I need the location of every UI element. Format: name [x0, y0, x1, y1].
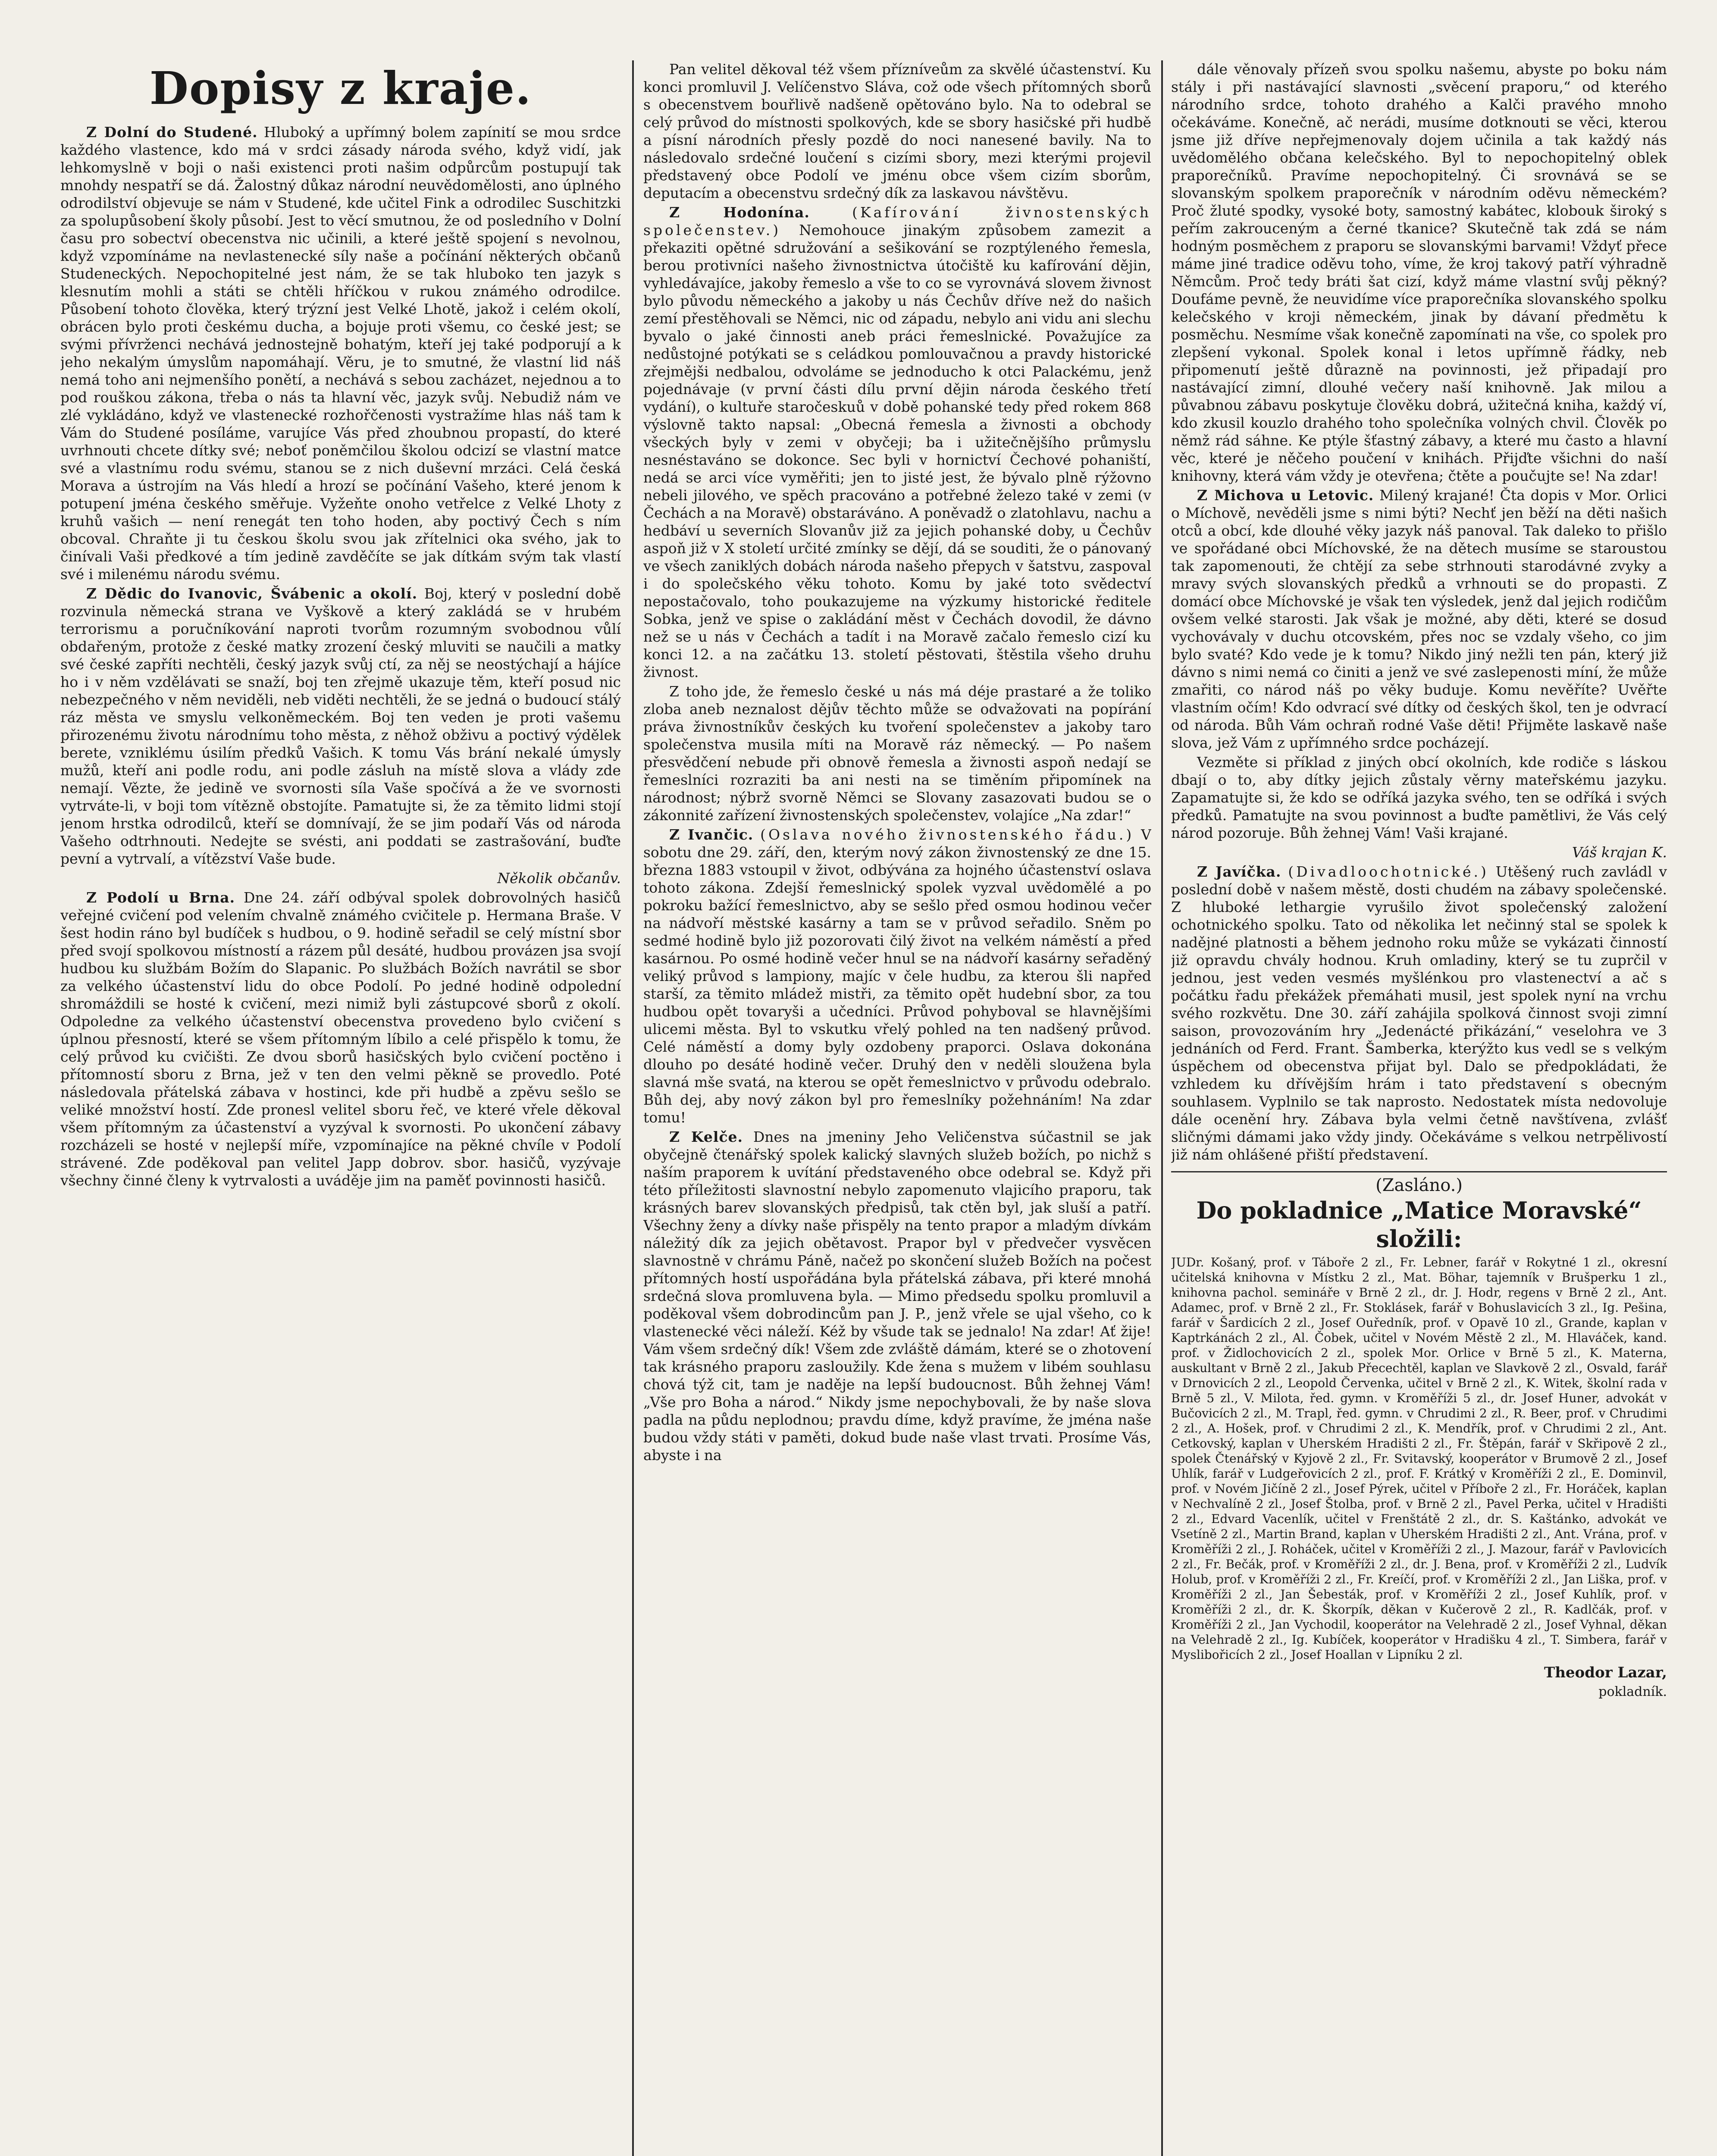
article-subtitle: (Divadloochotnické.) [1288, 863, 1489, 880]
article-signature: Několik občanův. [497, 870, 621, 887]
article-text: Utěšený ruch zavládl v poslední době v našem městě, dosti chudém na zábavy společenské. Z hluboké lethargie vyrušilo život společenský založení ochotnického spolku. Tato od několika let nečinný stal se spolek k nadějné platnosti a během jednoho roku může se vykázati činností již opravdu chvály hodnou. Kruh omladiny, který se tu zuprčil v jednou, jest veden vesmés myšlénkou pro vlastenectví a ač s počátku řadu překážek přemáhati musil, jest spolek nyní na vrchu svého rozkvětu. Dne 30. září zahájila spolková činnost svoji zimní saison, provozováním hry „Jedenácté přikázání,“ veselohra ve 3 jednáních od Ferd. Frant. Šamberka, kterýžto kus vedl se s velkým úspěchem od obecenstva přijat byl. Dalo se předpokládati, že vzhledem ku dřívějším hrám i tato představení s obecným souhlasem. Vyplnilo se tak naprosto. Nedostatek místa nedovoluje dále ocenění hry. Zábava byla velmi četně navštívena, zvlášť sličnými dámami jako vždy jindy. Očekáváme s velkou netrpělivostí již nám ohlášené přiští představení. [1171, 863, 1667, 1163]
column-rule-left [632, 60, 634, 2156]
treasurer-role: pokladník. [1598, 1684, 1667, 1699]
article-hodonin-cont: Z toho jde, že řemeslo české u nás má déje prastaré a že toliko zloba aneb neznalost dějův těchto může se odvažovati na popírání práva živnostníkův českých ku tvoření společenstev a jakoby taro společenstva musila míti na Moravě ráz německý. — Po našem přesvědčení nebude při obnově řemesla a živnosti aspoň nedají se řemeslníci rozraziti ba ani nesti na se timěním připomínek na národnost; nýbrž svorně Němci se Slovany zasazovati budou se o zákonnité zařízení živnostenských společenstev, volajíce „Na zdar!“ [643, 683, 1151, 824]
article-place: Z Michova u Letovic. [1197, 487, 1374, 504]
article-text: Milený krajané! Čta dopis v Mor. Orlici o Míchově, nevěděli jsme s nimi býti? Nechť jen běží na děti našich otců a obcí, kde dlouhé věky jazyk náš panoval. Tak daleko to přišlo ve spořádané obci Míchovské, že na dětech musíme se staroustou tak zapomenouti, že chtějí za sebe strhnouti starodávné zvyky a mravy svých slovanských předků a vrhnouti se do propasti. Z domácí obce Míchovské je však ten výsledek, jenž dal jejich rodičům ovšem velké starosti. Jak však je možné, aby děti, které se dosud vychovávaly v duchu otcovském, přes noc se vzdaly všeho, co jim bylo svaté? Kdo vede je k tomu? Nikdo jiný nežli ten pán, který již dávno s nimi nemá co činiti a jenž ve své zaslepenosti míní, že může zmařiti, co národ náš po věky buduje. Komu nevěříte? Uvěřte vlastním očím! Kdo odvrací své dítky od českých škol, ten je odvrací od národa. Bůh Vám ochraň rodné Vaše děti! Přijměte laskavě naše slova, jež Vám z upřímného srdce pocházejí. [1171, 487, 1667, 751]
article-ivancice [643, 826, 1151, 1126]
article-text: Dnes na jmeniny Jeho Veličenstva súčastnil se jak obyčejně čtenářský spolek kalický slavných služeb božích, po nichž s naším praporem k uvítání představeného obce odebral se. Když při této příležitosti slavnostní nebylo zapomenuto vlajicího praporu, tak krásných barev slovanských předpisů, tak ctěn byl, jak sluší a patří. Všechny ženy a dívky naše přispěly na tento prapor a mladým dívkám náležitý dík za jejich obětavost. Prapor byl v předvečer vysvěcen slavnostně v chrámu Páně, načež po skončení služeb Božích na počest přítomných hostí uspořádána byla přátelská zábava, při které mnohá srdečná slova promluvena byla. — Mimo předsedu spolku promluvil a poděkoval všem dobrodincům pan J. P., jenž vřele se ujal všeho, co k vlastenecké věci náleží. Kéž by všude tak se jednalo! Na zdar! Ať žije! Vám všem srdečný dík! Všem zde zvláště dámám, které se o zhotovení tak krásného praporu zasloužily. Kde žena s mužem v libém souhlasu chová týž cit, tam je naděje na lepší budoucnost. Bůh žehnej Vám! „Vše pro Boha a národ.“ Nikdy jsme nepochybovali, že by naše slova padla na půdu neplodnou; pravdu díme, když pravíme, že jména naše budou vždy státi v paměti, dokud bude naše vlast trvati. Prosíme Vás, abyste i na [643, 1128, 1151, 1463]
article-text: Boj, který v poslední době rozvinula německá strana ve Vyškově a který zakládá se v hrubém terrorismu a poručníkování naproti tvorům rozumným svobodnou vůlí obdařeným, protože z české matky zrození český mluviti se naučili a matky své české zapříti nechtěli, český jazyk svůj ctí, za něj se neostýchají a hájíce ho i v něm vzdělávati se snaží, boj ten zřejmě ukazuje těm, kteří posud nic nebezpečného v něm neviděli, neb viděti nechtěli, že se jedná o budoucí stálý ráz města ve smyslu velkoněmeckém. Boj ten veden je proti vašemu přirozenému životu národnímu toho města, z něhož obživu a poctivý výdělek berete, vzniklému úsilím předků Vašich. K tomu Vás brání nekalé úmysly mužů, kteří ani podle rodu, ani podle zásluh na místě slova a vlády zde nemají. Vězte, že jedině ve svornosti síla Vaše spočívá a že ve svornosti vytrváte-li, v boji tom vítězně obstojíte. Pamatujte si, že za těmito lidmi stojí jenom hrstka odrodilců, kteří se domnívají, že se jim podaří Vás od národa Vašeho odtrhnouti. Nedejte se svésti, ani poddati se zastrašování, buďte pevní a vytrvalí, a vítězství Vaše bude. [60, 585, 621, 867]
article-signature: Váš krajan K. [1572, 844, 1667, 861]
article-subtitle: (Kafírování živnostenských společenstev.) [643, 204, 1151, 238]
article-kelc-cont: dále věnovaly přízeň svou spolku našemu, abyste po boku nám stály i při nastávající slavnosti „svěcení praporu,“ od kterého národního srdce, tohoto drahého a Kalči pravého mnoho očekáváme. Konečně, ač nerádi, musíme dotknouti se věci, kterou jsme již dříve nepřejmenovaly dojem učinila a tak každý nás uvědomělého občana kelečského. Byl to nepochopitelný oblek praporečníků. Pravíme nepochopitelný. Či srovnává se se slovanským spolkem praporečník v národním oděvu německém? Proč žluté spodky, vysoké boty, samostný kabátec, klobouk široký s peřím zakrouceným a černé tkanice? Skutečně tak zdá se nám hodným posměchem z praporu se slovanskými barvami! Vždyť přece máme jiné tradice oděvu toho, víme, že kroj takový patří výhradně Němcům. Proč tedy bráti šat cizí, když máme vlastní svůj pěkný? Doufáme pevně, že neuvidíme více praporečníka slovanského spolku kelečského v kroji německém, jinak by dávaní předmětu k posměchu. Nesmíme však konečně zapomínati na vše, co spolek pro zlepšení vykonal. Spolek konal i letos upřímně řádky, neb připomenutí ještě důrazně na povinnosti, jež připadají pro nastávající zimní, dlouhé večery naší knihovně. Jak milou a půvabnou zábavu poskytuje člověku dobrá, užitečná kniha, každý ví, kdo zkusil kouzlo drahého toho společníka volných chvil. Člověk po němž rád sáhne. Ke ptýle šťastný zábavy, a které mu často a hlavní věc, které je něčeho poučení v knihách. Přijďte všichni do naší knihovny, která vám vždy je otevřena; čtěte a poučujte se! Na zdar! [1171, 61, 1667, 484]
article-javicko [1171, 863, 1667, 1163]
article-text: V sobotu dne 29. září, den, kterým nový zákon živnostenský ze dne 15. března 1883 vstoupil v život, odbývána za hojného účastenství oslava tohoto zákona. Zdejší řemeslnický spolek vyzval uvědomělé a po pokroku bažící řemeslnictvo, aby se sešlo před osmou hodinou večer na nádvoří městské kasárny a tam se v průvod seřadilo. Sněm po sedmé hodině bylo již pozorovati čilý život na velkém náměstí a před kasárnou. Po osmé hodině večer hnul se na nádvoří kasárny seřaděný veliký průvod s lampiony, majíc v čele hudbu, za kterou šli napřed starší, za těmito mládež mistři, za těmito opět hudební sbor, za tou hudbou opět tovaryši a učedníci. Průvod pohyboval se hlavnějšími ulicemi města. Byl to vskutku vřelý pohled na ten nadšený průvod. Celé náměstí a domy byly ozdobeny praporci. Oslava dokonána dlouho po desáté hodině večer. Druhý den v neděli sloužena byla slavná mše svatá, na kterou se opět řemeslnictvo v průvodu odebralo. Bůh dej, aby nový zákon byl pro řemeslníky požehnáním! Na zdar tomu! [643, 826, 1151, 1126]
article-podoli [60, 889, 621, 1189]
article-hodonin [643, 204, 1151, 681]
article-place: Z Javíčka. [1197, 863, 1281, 880]
column-2 [643, 60, 1151, 2156]
donations-title: Do pokladnice „Matice Moravské“ složili: [1196, 1197, 1642, 1253]
article-place: Z Podolí u Brna. [86, 889, 235, 906]
article-text: Nemohouce jinakým způsobem zamezit a překaziti opětné sdružování a sešikování se rozptýleného řemesla, berou protivníci našeho živnostnictva útočiště ku kafírování dějin, vyhledávajíce, jakoby řemeslo a vše to co se vyrovnává slovem živnost bylo původu německého a jakoby u nás Čechův dříve než do našich zemí přestěhovali se Němci, nic od západu, nebylo ani vidu ani slechu byvalo o jaké činnosti aneb práci řemeslnické. Považujíce za nedůstojné potýkati se s celádkou pomlouvačnou a pravdy historické zřejmějši nedbalou, odvoláme se jednoducho k otci Palackému, jenž pojednávaje (v první části dílu první dějin národa českého třetí vydání), o kultuře staročeskuů v době pohanské tedy před rokem 868 výslovně takto napsal: „Obecná řemesla a živnosti a obchody všeckých byly v zemi v obyčeji; ba i užitečnějšího průmyslu nesnéstaváno se dokonce. Sec byli v hornictví Čechové pohaniští, nedá se arci více vyměřiti; jen to jisté jest, že bývalo plně rýžovno nebeli jilového, ve spěch pracováno a potřebné železo také v zemi (v Čechách a na Moravě) obstaráváno. A poněvadž o zlatohlavu, nachu a hedbáví u severních Slovanův již za jejich pohanské doby, u Čechův aspoň již v X století určité zmínky se dějí, dá se souditi, že o pánovaný ve všech zaniklých dobách národa našeho přepych v šatstvu, zaspoval i do společského věku tohoto. Komu by jaké toto svědectví nepostačovalo, toho poukazujeme na výzkumy historické ředitele Sobka, jenž ve spise o zakládání měst v Čechách dovodil, že dávno než se u nás v Čechách a tadít i na Moravě začalo řemeslo cizí ku konci 12. a na začátku 13. století pěstovati, štěstila všeho druhu živnost. [643, 222, 1151, 680]
article-place: Z Kelče. [669, 1128, 743, 1145]
article-text: Dne 24. září odbýval spolek dobrovolných hasičů veřejné cvičení pod velením chvalně známého cvičitele p. Hermana Braše. V šest hodin ráno byl budíček s hudbou, o 9. hodině seřadil se celý místní sbor před svojí spolkovou místností a rázem půl desáté, hudbou provázen jsa svojí hudbou ku službám Božím do Slapanic. Po službách Božích navrátil se sbor za velkého účastenství lidu do obce Podolí. Po jedné hodině odpolední shromáždili se hosté k cvičení, mezi nimiž byli zástupcové sborů z okolí. Odpoledne za velkého účastenství obecenstva provedeno bylo cvičení s úplnou přesností, které se všem přítomným líbilo a celé přispělo k tomu, že celý průvod ku cvičišti. Ze dvou sborů hasičských bylo cvičení poctěno i přítomností sboru z Brna, jež v ten den velmi pěkně se provedlo. Poté následovala přátelská zábava v hostinci, kde při hudbě a zpěvu sešlo se veliké množství hostí. Zde pronesl velitel sboru řeč, ve které vřele děkoval všem přítomným za účastenství a vyzýval k svornosti. Po ukončení zábavy rozcházeli se hosté v nejlepší míře, vzpomínajíce na pěkné chvíle v Podolí strávené. Zde poděkoval pan velitel Japp dobrov. sbor. hasičů, vyzývaje všechny činné členy k vytrvalosti a uváděje jim na paměť povinnosti hasičů. [60, 889, 621, 1189]
article-podoli-cont: Pan velitel děkoval též všem přízníveům za skvělé účastenství. Ku konci promluvil J. Velíčenstvo Sláva, což ode všech přítomných sborů s obecenstvem bouřlivě nadšeně opětováno bylo. Na to odebral se celý průvod do místnosti spolkových, kde se sbory hasičské při hudbě a písní národních přesly pozdě do noci nanesené bavily. Na to následovalo srdečné loučení s cizími sbory, mezi kterými projevil představený obce Podolí ve jménu obce všem cizím sborům, deputacím a obecenstvu srdečný dík za laskavou návštěvu. [643, 61, 1151, 201]
article-subtitle: (Oslava nového živnostenského řádu.) [760, 826, 1134, 843]
donations-header: (Zasláno.) [1375, 1175, 1463, 1195]
article-place: Z Dědic do Ivanovic, Švábenic a okolí. [86, 585, 418, 602]
article-kelc [643, 1128, 1151, 1464]
article-text: Hluboký a upřímný bolem zapínití se mou srdce každého vlastence, kdo má v srdci zásady národa svého, když vidí, jak lehkomyslně v boji o naši existenci proti našim odpůrcům postupují tak mnohdy nespatří se dá. Žalostný důkaz národní neuvědomělosti, ano úplného odrodilství objevuje se nám v Studené, kde učitel Fink a odrodilec Suschitzki za spolupůsobení školy působí. Jest to věcí smutnou, že od posledního v Dolní času pro sobectví obecenstva nic učinili, a které ještě spojení s nevolnou, když vzpomínáme na nevlastenecké síly naše a počínání některých občanů Studeneckých. Nepochopitelné jest nám, že se tak hluboko ten jazyk s klesnutím mohli a státi se chtěli hříčkou v rukou známého odrodilce. Působení tohoto člověka, který trýzní jest Velké Lhotě, jakož i celém okolí, obrácen bylo proti českému ducha, a bojuje proti všemu, co české jest; se svými přívrženci nechává jednostejně bohatým, kteří jej také podporují a k jeho nekalým úmyslům napomáhají. Věru, je to smutné, že vlastní lid náš nemá toho ani nejmenšího ponětí, a nechává s sebou zacházet, nejednou a to pod rouškou zákona, třeba o nás ta hlavní věc, jazyk svůj. Nebudiž nám ve zlé vykládáno, když ve vlastenecké rozhořčenosti vystražíme hlas náš tam k Vám do Studené posíláme, varujíce Vás před zhoubnou propastí, do které uvrhnouti chcete dítky své; neboť poněmčilou školou odcizí se vlastní matce své a vlastnímu rodu svému, stanou se z nich duševní mrzáci. Celá česká Morava a ústrojím na Vás hledí a hrozí se počínání Vašeho, které jenom k potupení jména českého směřuje. Vyžeňte onoho vetřelce z Velké Lhoty z kruhů vašich — není renegát ten toho hoden, aby poctivý Čech s ním obcoval. Chraňte ji tu českou školu svou jak zřítelnici oka svého, jak to činívali Vaši předkové a tím jedině zavděčíte se jak dítkám svým tak vlastí své i milenému národu svému. [60, 124, 621, 583]
column-1 [60, 60, 621, 2156]
article-michov [1171, 486, 1667, 752]
article-place: Z Hodonína. [669, 204, 810, 221]
column-3 [1171, 60, 1667, 2156]
section-divider [1171, 1171, 1667, 1172]
article-dedic-ivanovic [60, 585, 621, 868]
donations-list: JUDr. Košaný, prof. v Táboře 2 zl., Fr. Lebner, farář v Rokytné 1 zl., okresní učitelská knihovna v Místku 2 zl., Mat. Böhar, tajemník v Brušperku 1 zl., knihovna pachol. semináře v Brně 2 zl., dr. J. Hodr, regens v Brně 2 zl., Ant. Adamec, prof. v Brně 2 zl., Fr. Stoklásek, farář v Bohuslavicích 3 zl., Ig. Pešina, farář v Šardicích 2 zl., Josef Ouředník, prof. v Opavě 10 zl., Grande, kaplan v Kaptrkánách 2 zl., Al. Čobek, učitel v Novém Městě 2 zl., M. Hlaváček, kand. prof. v Židlochovicích 2 zl., spolek Mor. Orlice v Brně 5 zl., K. Materna, auskultant v Brně 2 zl., Jakub Přecechtěl, kaplan ve Slavkově 2 zl., Osvald, farář v Drnovicích 2 zl., Leopold Červenka, učitel v Brně 2 zl., K. Witek, školní rada v Brně 5 zl., V. Milota, řed. gymn. v Kroměříži 5 zl., dr. Josef Huner, advokát v Bučovicích 2 zl., M. Trapl, řed. gymn. v Chrudimi 2 zl., R. Beer, prof. v Chrudimi 2 zl., A. Hošek, prof. v Chrudimi 2 zl., K. Mendřík, prof. v Chrudimi 2 zl., Ant. Cetkovský, kaplan v Uherském Hradišti 2 zl., Fr. Štěpán, farář v Skřipově 2 zl., spolek Čtenářský v Kyjově 2 zl., Fr. Svitavský, kooperátor v Brumově 2 zl., Josef Uhlík, farář v Ludgeřovicích 2 zl., prof. F. Krátký v Kroměříži 2 zl., E. Dominvil, prof. v Novém Jičíně 2 zl., Josef Pýrek, učitel v Příboře 2 zl., Fr. Horáček, kaplan v Nechvalíně 2 zl., Josef Štolba, prof. v Brně 2 zl., Pavel Perka, učitel v Hradišti 2 zl., Edvard Vacenlík, učitel v Frenštátě 2 zl., dr. S. Kaštánko, advokát ve Vsetíně 2 zl., Martin Brand, kaplan v Uherském Hradišti 2 zl., Ant. Vrána, prof. v Kroměříži 2 zl., J. Roháček, učitel v Kroměříži 2 zl., J. Mazour, farář v Pavlovicích 2 zl., Fr. Bečák, prof. v Kroměříži 2 zl., dr. J. Bena, prof. v Kroměříži 2 zl., Ludvík Holub, prof. v Kroměříži 2 zl., Fr. Kreíčí, prof. v Kroměříži 2 zl., Jan Liška, prof. v Kroměříži 2 zl., Jan Šebesták, prof. v Kroměříži 2 zl., Josef Kuhlík, prof. v Kroměříži 2 zl., dr. K. Škorpík, děkan v Kučerově 2 zl., R. Kadlčák, prof. v Kroměříži 2 zl., Jan Vychodil, kooperátor na Velehradě 2 zl., Josef Vyhnal, děkan na Velehradě 2 zl., Ig. Kubíček, kooperátor v Hradišku 4 zl., T. Simbera, farář v Myslibořicích 2 zl., Josef Hoallan v Lipníku 2 zl. [1171, 1255, 1667, 1662]
treasurer-name: Theodor Lazar, [1544, 1664, 1667, 1681]
article-dolni-studena [60, 123, 621, 583]
article-place: Z Dolní do Studené. [86, 124, 258, 141]
article-michov-cont: Vezměte si příklad z jiných obcí okolních, kde rodiče s láskou dbají o to, aby dítky jejich zůstaly věrny mateřskému jazyku. Zapamatujte si, že kdo se odříká jazyka svého, ten se odříká i svých předků. Pamatujte na svou povinnost a buďte pamětlivi, že Vás celý národ pozoruje. Bůh žehnej Vám! Vaši krajané. [1171, 754, 1667, 841]
column-rule-right [1161, 60, 1163, 2156]
masthead-title: Dopisy z kraje. [149, 62, 532, 115]
article-place: Z Ivančic. [669, 826, 754, 843]
